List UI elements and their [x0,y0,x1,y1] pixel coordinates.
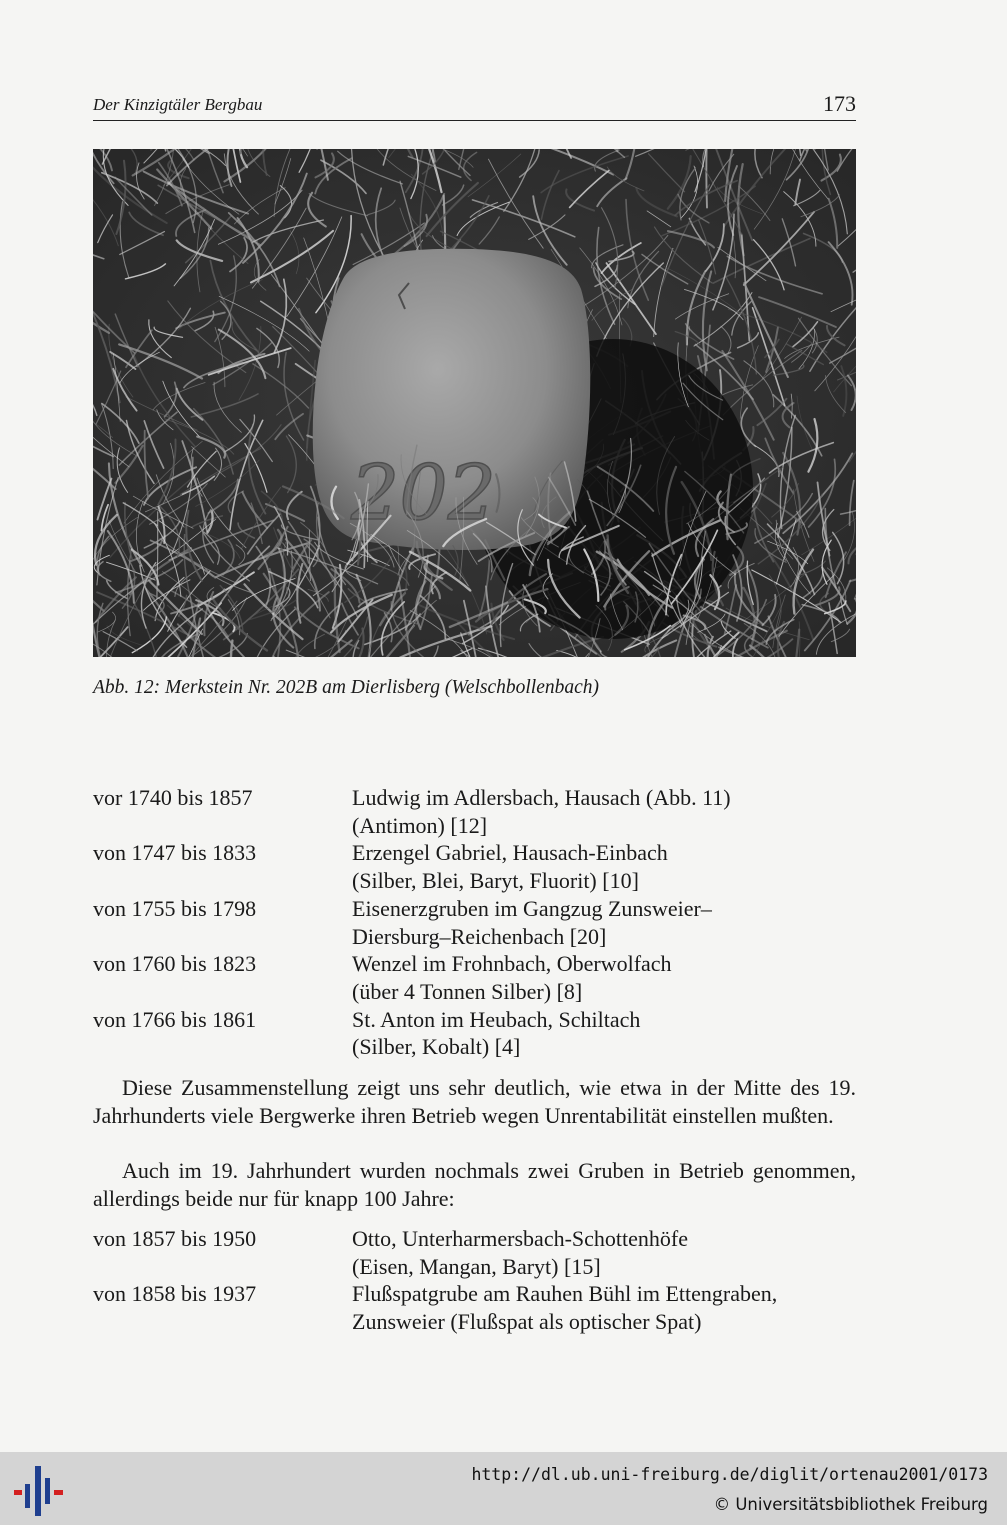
copyright-notice: © Universitätsbibliothek Freiburg [713,1495,988,1514]
mine-details: (Silber, Blei, Baryt, Fluorit) [10] [352,868,639,894]
list-item [93,784,856,839]
mine-description [352,895,856,950]
mine-period: von 1755 bis 1798 [93,895,257,921]
permalink-url[interactable]: http://dl.ub.uni-freiburg.de/diglit/ortenau2001/0173 [471,1465,988,1484]
list-item [93,950,856,1005]
mine-details: (Eisen, Mangan, Baryt) [15] [352,1253,601,1279]
mine-name: St. Anton im Heubach, Schiltach [352,1006,641,1032]
mine-details: Diersburg–Reichenbach [20] [352,923,607,949]
mine-name: Ludwig im Adlersbach, Hausach (Abb. 11) [352,785,731,810]
mine-period: von 1858 bis 1937 [93,1281,257,1307]
figure-caption: Abb. 12: Merkstein Nr. 202B am Dierlisberg (Welschbollenbach) [93,677,600,698]
list-item [93,1280,856,1335]
mine-name: Flußspatgrube am Rauhen Bühl im Ettengraben, [352,1281,778,1307]
list-item [93,1225,856,1280]
running-header [93,90,856,121]
mine-details: (Antimon) [12] [352,812,488,838]
mine-description [352,950,856,1005]
stone-inscription: 202 [351,448,497,537]
body-paragraph: Auch im 19. Jahrhundert wurden nochmals zwei Gruben in Betrieb genommen, allerdings beide nur für knapp 100 Jahre: [93,1158,856,1211]
mine-period: von 1747 bis 1833 [93,840,257,866]
mine-period: von 1857 bis 1950 [93,1226,257,1251]
mine-details: (über 4 Tonnen Silber) [8] [352,978,583,1004]
body-paragraph: Diese Zusammenstellung zeigt uns sehr deutlich, wie etwa in der Mitte des 19. Jahrhunderts viele Bergwerke ihren Betrieb wegen Unrentabilität einstellen mußten. [93,1075,856,1128]
mine-name: Eisenerzgruben im Gangzug Zunsweier– [352,895,712,921]
mine-description [352,1225,856,1280]
mine-details: (Silber, Kobalt) [4] [352,1034,521,1060]
mine-period: vor 1740 bis 1857 [93,785,253,810]
mine-description [352,784,856,839]
running-title: Der Kinzigtäler Bergbau [93,95,263,114]
mine-description [352,1280,856,1335]
mine-name: Erzengel Gabriel, Hausach-Einbach [352,840,668,866]
list-item [93,895,856,950]
mine-description [352,839,856,894]
mine-name: Otto, Unterharmersbach-Schottenhöfe [352,1226,688,1251]
mine-name: Wenzel im Frohnbach, Oberwolfach [352,951,672,977]
mine-description [352,1006,856,1061]
library-footer [0,1452,1007,1525]
mine-period: von 1760 bis 1823 [93,951,257,977]
mine-details: Zunsweier (Flußspat als optischer Spat) [352,1309,702,1335]
ub-freiburg-logo-icon [14,1464,64,1518]
mine-list-19th-century [93,1225,856,1336]
page-number: 173 [823,91,856,116]
boundary-stone-photo [93,149,856,657]
mine-list-18th-century [93,784,856,1061]
list-item [93,1006,856,1061]
list-item [93,839,856,894]
mine-period: von 1766 bis 1861 [93,1006,257,1032]
